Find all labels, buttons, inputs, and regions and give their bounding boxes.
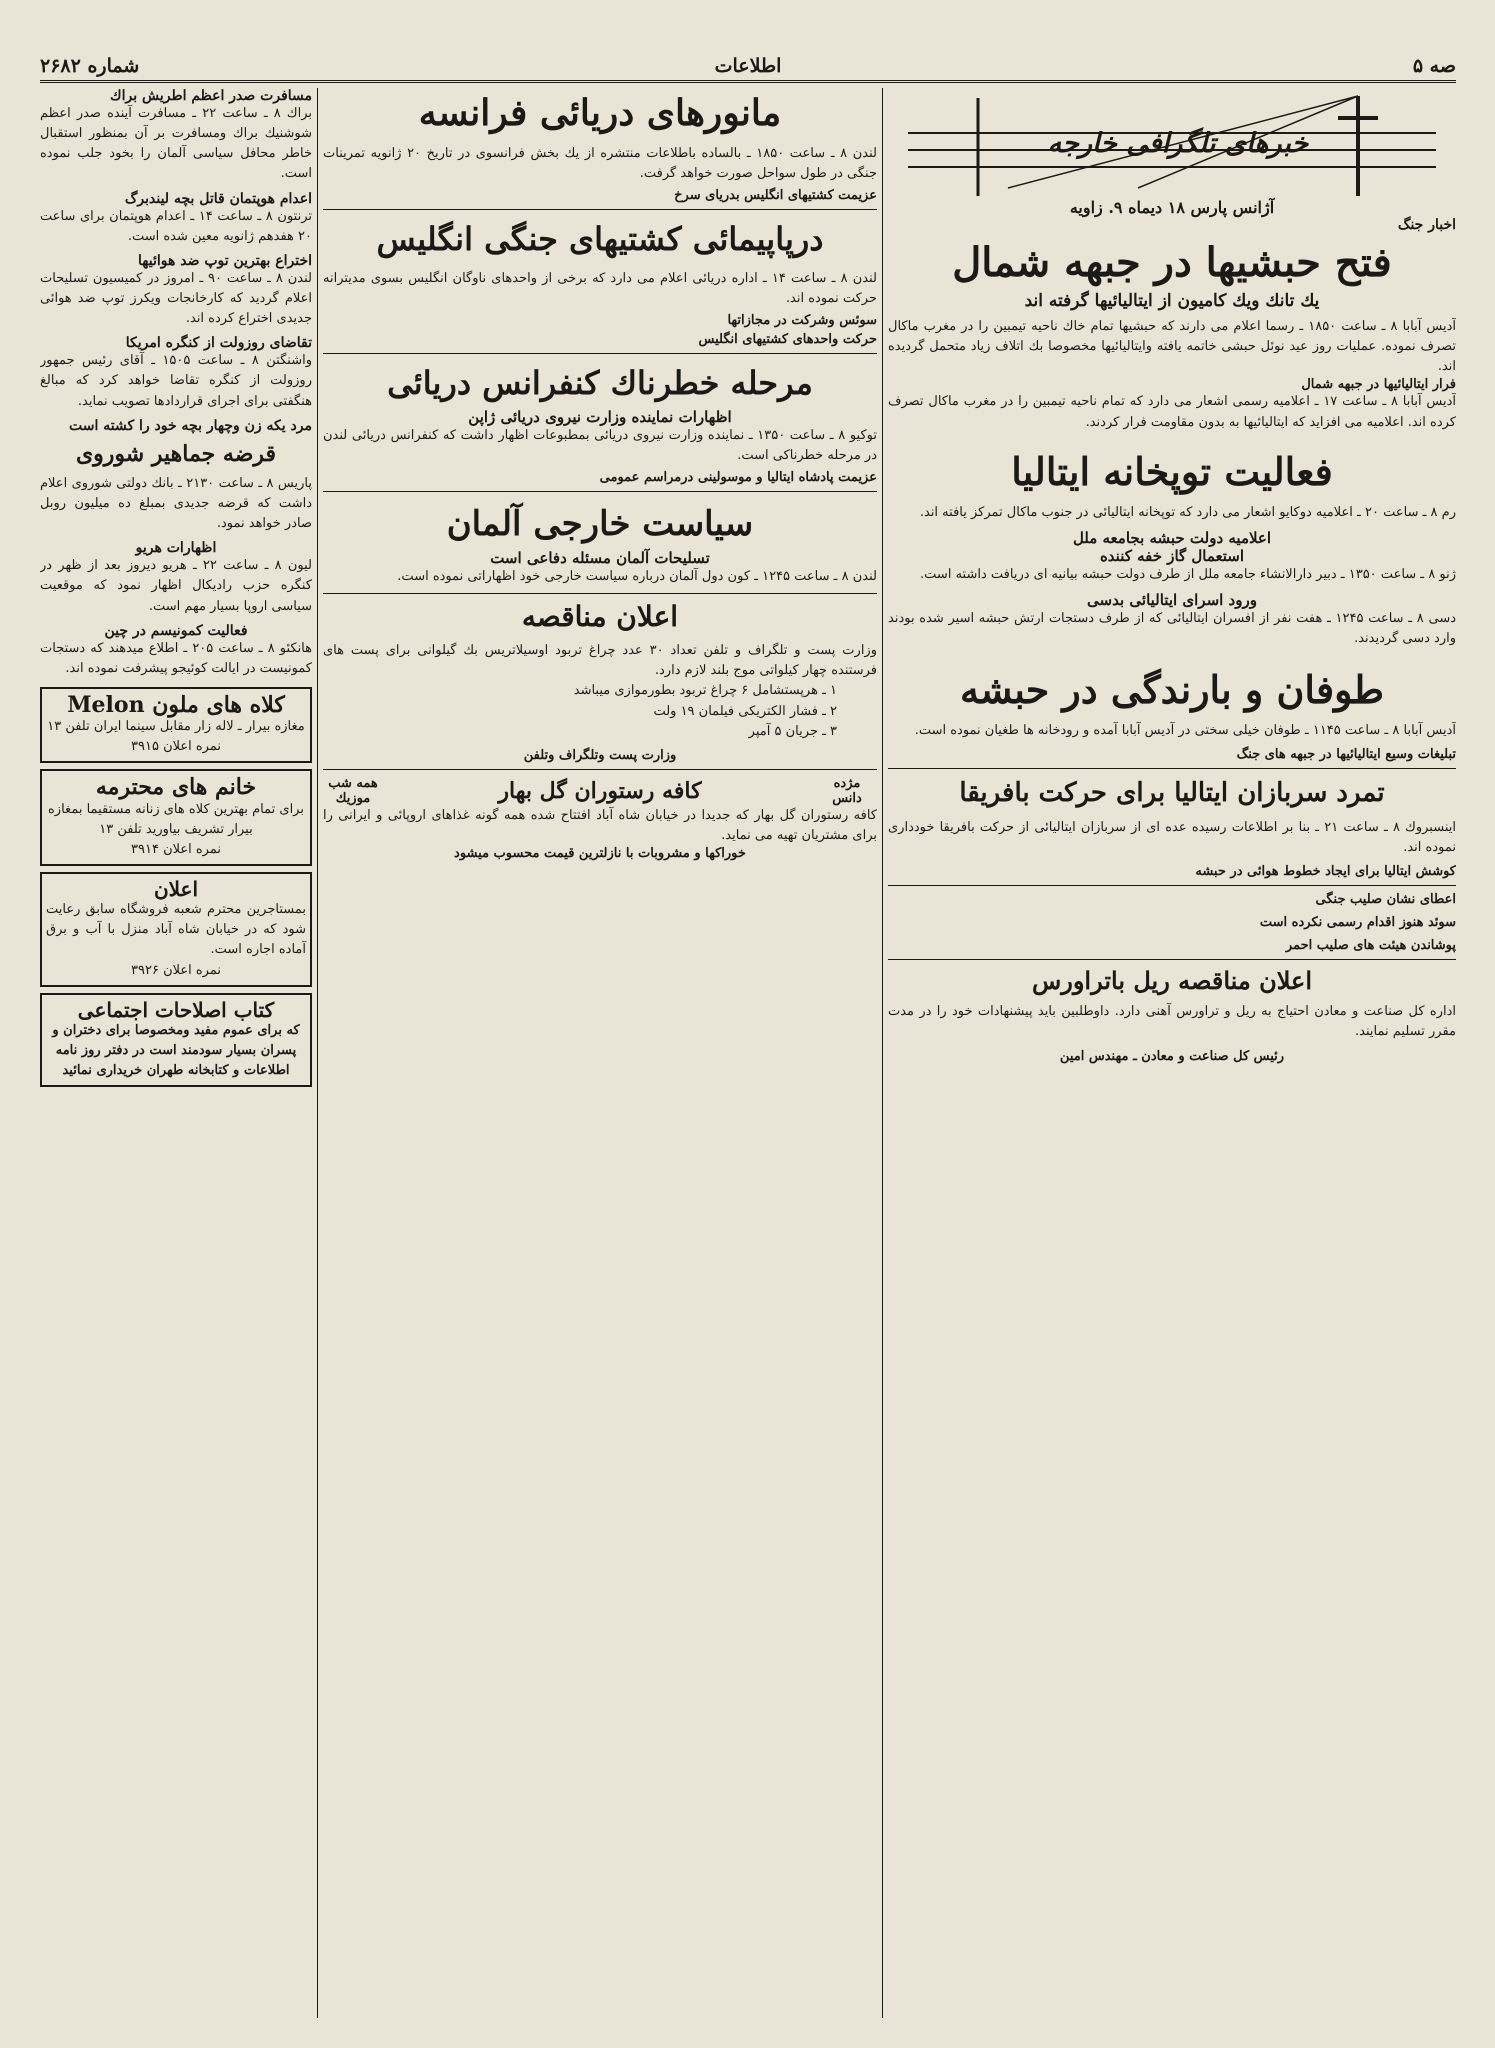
section-heading: سوئس وشرکت در مجازاتها: [727, 313, 877, 329]
headline-artillery: فعالیت توپخانه ایتالیا: [1011, 448, 1333, 494]
column-divider-right: [882, 88, 883, 2018]
ad-book-title: کتاب اصلاحات اجتماعی: [77, 997, 275, 1022]
divider: [323, 491, 877, 492]
section-heading-soviet: قرضه جماهیر شوروی: [75, 440, 277, 467]
telegraph-banner: [888, 88, 1456, 198]
ad-notice-number: نمره اعلان ۳۹۲۶: [131, 962, 221, 978]
headline-storm: طوفان و بارندگی در حبشه: [959, 667, 1385, 713]
ad-ladies-title: خانم های محترمه: [95, 774, 257, 801]
left-column: [40, 88, 312, 2033]
column-divider-left: [317, 88, 318, 2018]
section-heading: اختراع بهترین توپ ضد هوائیها: [138, 252, 312, 269]
ad-book: [40, 993, 312, 1087]
section-heading: مرد یکه زن وچهار بچه خود را کشته است: [69, 417, 312, 434]
list-item: ۲ ـ فشار الکتریکی فیلمان ۱۹ ولت: [653, 703, 837, 719]
article-text: رم ۸ ـ ساعت ۲۰ ـ اعلامیه دوکایو اشعار می دارد که توپخانه ایتالیائی در جنوب ماکال تمرکز یافته اند.: [919, 504, 1456, 520]
article-text: آدیس آبابا ۸ ـ ساعت ۱۷ ـ اعلامیه رسمی اشعار می دارد که تمام ناحیه تیمبین را در مغرب ماکال تصرف کرده اند. اعلامیه می افزاید که ایتالیائیها به بدون مقاومت فرار کردند.: [888, 394, 1456, 430]
section-heading: استعمال گاز خفه کننده: [1099, 546, 1245, 565]
page-header: [40, 52, 1456, 83]
middle-column: [323, 88, 877, 2033]
section-heading: حرکت واحدهای کشتیهای انگلیس: [698, 332, 877, 348]
article-text: آدیس آبابا ۸ ـ ساعت ۱۱۴۵ ـ طوفان خیلی سختی در آدیس آبابا آمده و رودخانه ها طغیان نموده است.: [914, 722, 1456, 738]
ad-ladies: [40, 769, 312, 866]
article-text: لندن ۸ ـ ساعت ۱۲۴۵ ـ کون دول آلمان درباره سیاست خارجی خود اظهاراتی نموده است.: [397, 569, 877, 585]
banner-title: خبرهای تلگرافی خارجه: [1047, 128, 1309, 159]
headline-german-policy: سیاست خارجی آلمان: [446, 503, 754, 544]
newspaper-name: اطلاعات: [714, 55, 782, 77]
restaurant-note: خوراکها و مشروبات با نازلترین قیمت محسوب میشود: [454, 846, 746, 862]
section-heading: اعطای نشان صلیب جنگی: [1315, 891, 1456, 907]
section-heading: عزیمت پادشاه ایتالیا و موسولینی درمراسم عمومی: [599, 469, 877, 485]
ad-tender-signature: وزارت پست وتلگراف وتلفن: [523, 747, 677, 763]
divider: [323, 593, 877, 594]
subheadline-german-arms: تسلیحات آلمان مسئله دفاعی است: [490, 549, 710, 568]
article-text: واشنگتن ۸ ـ ساعت ۱۵۰۵ ـ آقای رئیس جمهور روزولت از کنگره تقاضا خواهد کرد که مبالغ هنگفتی برای اجرای قراردادها تصویب نماید.: [40, 353, 312, 409]
section-heading: پوشاندن هیئت های صلیب احمر: [1285, 937, 1456, 953]
headline-british-fleet: درپاپیمائی کشتیهای جنگی انگلیس: [376, 219, 824, 258]
restaurant-ad: [323, 776, 877, 806]
subheadline-tank: یك تانك ویك کامیون از ایتالیائیها گرفته اند: [1024, 291, 1320, 311]
article-text: ژنو ۸ ـ ساعت ۱۳۵۰ ـ دبیر دارالانشاء جامعه ملل از طرف دولت حبشه بیانیه ای دریافت داشته است.: [920, 566, 1456, 582]
section-heading: اظهارات هریو: [135, 540, 217, 557]
list-item: ۱ ـ هرپستشامل ۶ چراغ تربود بطورموازی میباشد: [573, 683, 837, 699]
article-text: لندن ۸ ـ ساعت ۱۸۵۰ ـ بالساده باطلاعات منتشره از یك بخش فرانسوی در تاریخ ۲۰ ژانویه تمرینات جنگی در طول سواحل صورت خواهد گرفت.: [323, 145, 877, 181]
divider: [323, 769, 877, 770]
ad-tender-list: [323, 681, 877, 741]
article-text: پاریس ۸ ـ ساعت ۲۱۳۰ ـ بانك دولتی شوروی اعلام داشت که قرضه جدیدی بمبلغ ده میلیون روبل صادر خواهد نمود.: [40, 475, 312, 532]
ad-rails-title: اعلان مناقصه ریل باتراورس: [1031, 965, 1313, 995]
article-text: لندن ۸ ـ ساعت ۱۴ ـ اداره دریائی اعلام می دارد که برخی از واحدهای ناوگان انگلیس بسوی مدیترانه حرکت نموده اند.: [323, 271, 877, 307]
article-text: هانکئو ۸ ـ ساعت ۲۰۵ ـ اطلاع میدهند که دستجات کمونیست در ایالت کوئیجو پیشرفت نموده اند.: [40, 640, 312, 676]
restaurant-title: کافه رستوران گل بهار: [498, 777, 702, 804]
article-text: توکیو ۸ ـ ساعت ۱۳۵۰ ـ نماینده وزارت نیروی دریائی بمطبوعات اظهار داشت که کنفرانس دریائی لندن در مرحله خطرناکی است.: [323, 427, 877, 463]
ad-ladies-text: برای تمام بهترین کلاه های زنانه مستقیما بمغازه بیرار تشریف بیاورید تلفن ۱۳: [48, 801, 304, 837]
section-heading: سوئد هنوز اقدام رسمی نکرده است: [1259, 914, 1456, 930]
ad-rails-signature: رئیس کل صناعت و معادن ـ مهندس امین: [1059, 1048, 1285, 1064]
divider: [888, 959, 1456, 960]
section-heading: فرار ایتالیائیها در جبهه شمال: [1301, 377, 1456, 393]
agency-line: آژانس پارس ۱۸ دیماه ۹. زاویه: [1069, 198, 1275, 217]
section-heading: اعدام هوپتمان قاتل بچه لیندبرگ: [124, 190, 312, 207]
article-text: ترنتون ۸ ـ ساعت ۱۴ ـ اعدام هوپتمان برای ساعت ۲۰ هفدهم ژانویه معین شده است.: [40, 208, 312, 244]
subheadline-japan: اظهارات نماینده وزارت نیروی دریائی ژاپن: [468, 407, 732, 426]
ad-melon-hats: [40, 687, 312, 763]
ad-melon-title: کلاه های ملون Melon: [67, 692, 285, 718]
article-text: آدیس آبابا ۸ ـ ساعت ۱۸۵۰ ـ رسما اعلام می دارند که حبشیها تمام خاك ناحیه تیمبین را در مغرب ماکال تصرف نموده. عملیات روز عید نوئل حبشی خاتمه یافته وایتالیائیها مخصوصا بك اتلاف زیاد متحمل گردیده اند.: [888, 319, 1456, 375]
headline-mutiny: تمرد سربازان ایتالیا برای حرکت بافریقا: [959, 778, 1385, 808]
ad-book-text: که برای عموم مفید ومخصوصا برای دختران و پسران بسیار سودمند است در دفتر روز نامه اطلاعات و کتابخانه طهران خریداری نمائید: [52, 1022, 300, 1078]
divider: [888, 768, 1456, 769]
section-heading: فعالیت کمونیسم در چین: [104, 622, 248, 639]
ad-tender-title: اعلان مناقصه: [521, 600, 679, 634]
divider: [323, 209, 877, 210]
right-column: [888, 88, 1456, 2033]
ad-melon-text: مغازه بیرار ـ لاله زار مقابل سینما ایران تلفن ۱۳: [47, 719, 305, 735]
list-item: ۳ ـ جریان ۵ آمپر: [748, 723, 837, 739]
page-number: صه ۵: [1412, 55, 1456, 77]
article-text: لیون ۸ ـ ساعت ۲۲ ـ هریو دیروز بعد از ظهر در کنگره حزب رادیکال اظهار نمود که موقعیت سیاسی اروپا بسیار مهم است.: [40, 558, 312, 614]
article-text: براك ۸ ـ ساعت ۲۲ ـ مسافرت آینده صدر اعظم شوشنیك براك ومسافرت بر آن بمنظور استقبال خاطر محافل سیاسی آلمان را بخود جلب نموده است.: [40, 106, 312, 182]
headline-naval-conference: مرحله خطرناك کنفرانس دریائی: [387, 364, 813, 403]
ad-notice-text: بمستاجرین محترم شعبه فروشگاه سابق رعایت شود که در خیابان شاه آباد منزل با آب و برق آماده اجاره است.: [46, 902, 306, 958]
ad-tender-text: وزارت پست و تلگراف و تلفن تعداد ۳۰ عدد چراغ تربود اوسیلاتریس بك گیلوانی برای پست های فرستنده چهار کیلواتی موج بلند لازم دارد.: [323, 643, 877, 679]
section-heading: تقاضای روزولت از کنگره امریکا: [125, 335, 312, 352]
article-text: دسی ۸ ـ ساعت ۱۲۴۵ ـ هفت نفر از افسران ایتالیائی که از طرف دستجات ارتش حبشه اسیر شده بودند وارد دسی گردیدند.: [888, 610, 1456, 646]
agency-subline: اخبار جنگ: [1397, 217, 1456, 233]
ad-notice: [40, 872, 312, 987]
section-heading: تبلیغات وسیع ایتالیائیها در جبهه های جنگ: [1236, 747, 1456, 762]
headline-french-maneuvers: مانورهای دریائی فرانسه: [418, 92, 782, 134]
section-heading: عزیمت کشتیهای انگلیس بدریای سرخ: [674, 187, 877, 203]
section-heading: ورود اسرای ایتالیائی بدسی: [1087, 590, 1257, 609]
divider: [888, 885, 1456, 886]
restaurant-text: کافه رستوران گل بهار که جدیدا در خیابان شاه آباد افتتاح شده همه گونه غذاهای اروپائی و ایرانی را برای مشتریان تهیه می نماید.: [323, 807, 877, 843]
article-text: اینسبروك ۸ ـ ساعت ۲۱ ـ بنا بر اطلاعات رسیده عده ای از سربازان ایتالیائی از حرکت بافریقا خودداری نموده اند.: [888, 819, 1456, 855]
section-heading: کوشش ایتالیا برای ایجاد خطوط هوائی در حبشه: [1195, 863, 1456, 879]
ad-notice-title: اعلان: [153, 877, 199, 902]
issue-number: شماره ۲۶۸۲: [40, 55, 140, 77]
section-heading: مسافرت صدر اعظم اطریش براك: [110, 88, 312, 104]
ad-rails-text: اداره کل صناعت و معادن احتیاج به ریل و تراورس آهنی دارد. داوطلبین باید پیشنهادات خود را در مدت مقرر تسلیم نمایند.: [888, 1004, 1456, 1040]
divider: [323, 353, 877, 354]
restaurant-side-note: همه شب موزیك: [328, 775, 378, 806]
restaurant-side-note: مژده دانس: [832, 775, 862, 806]
ad-ladies-number: نمره اعلان ۳۹۱۴: [131, 841, 221, 857]
section-heading: اعلامیه دولت حبشه بجامعه ملل: [1072, 528, 1272, 547]
ad-melon-number: نمره اعلان ۳۹۱۵: [131, 739, 221, 755]
article-text: لندن ۸ ـ ساعت ۹۰ ـ امروز در کمیسیون تسلیحات اعلام گردید که کارخانجات ویکرز توپ ضد هوائی جدیدی اختراع کرده اند.: [40, 270, 312, 327]
headline-north-front: فتح حبشیها در جبهه شمال: [952, 239, 1392, 286]
